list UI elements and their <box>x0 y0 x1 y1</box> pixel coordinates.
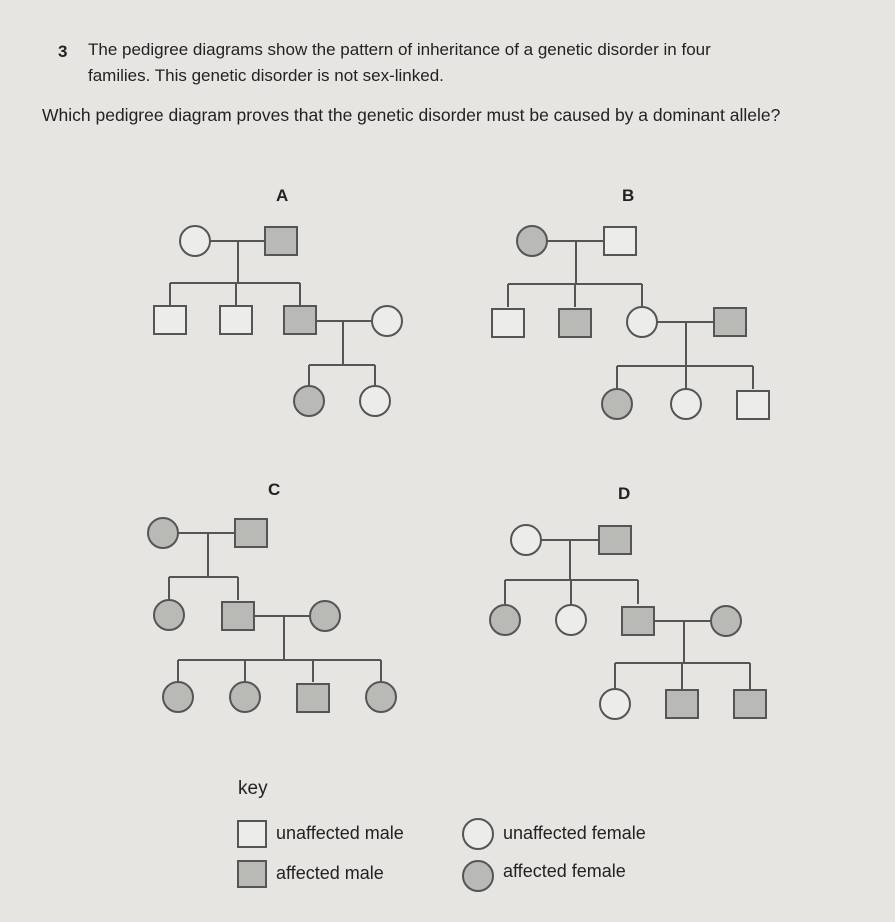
question-prompt: Which pedigree diagram proves that the genetic disorder must be caused by a dominant allele? <box>42 105 781 125</box>
key-unaffected-female-label: unaffected female <box>503 823 646 843</box>
affected-female-c-grandchild <box>230 682 260 712</box>
key-title: key <box>238 778 268 799</box>
affected-female-c-parent <box>148 518 178 548</box>
affected-male-b-spouse <box>714 308 746 336</box>
pedigree-label-a: A <box>276 186 289 205</box>
affected-female-c-grandchild <box>366 682 396 712</box>
key-unaffected-male-symbol <box>237 820 267 848</box>
unaffected-male-b-child <box>492 309 524 337</box>
unaffected-female-a-parent <box>180 226 210 256</box>
affected-male-d-grandchild <box>734 690 766 718</box>
unaffected-male-b-parent <box>604 227 636 255</box>
affected-male-d-parent <box>599 526 631 554</box>
question-text-line-2: families. This genetic disorder is not sex-linked. <box>88 66 444 85</box>
unaffected-male-b-grandchild <box>737 391 769 419</box>
unaffected-female-b-child <box>627 307 657 337</box>
affected-female-c-child <box>154 600 184 630</box>
unaffected-female-d-child <box>556 605 586 635</box>
affected-male-a-parent <box>265 227 297 255</box>
affected-male-c-grandchild <box>297 684 329 712</box>
affected-female-b-parent <box>517 226 547 256</box>
question-number: 3 <box>58 42 68 61</box>
affected-female-c-spouse <box>310 601 340 631</box>
key-unaffected-male-label: unaffected male <box>276 823 404 843</box>
key-affected-male-label: affected male <box>276 863 384 883</box>
unaffected-female-a-spouse <box>372 306 402 336</box>
pedigree-label-d: D <box>618 484 631 503</box>
affected-female-b-grandchild <box>602 389 632 419</box>
affected-male-d-grandchild <box>666 690 698 718</box>
affected-male-d-child <box>622 607 654 635</box>
pedigree-label-b: B <box>622 186 635 205</box>
unaffected-female-a-grandchild <box>360 386 390 416</box>
affected-male-c-child <box>222 602 254 630</box>
affected-female-a-grandchild <box>294 386 324 416</box>
key-affected-female-symbol <box>462 860 494 892</box>
key-affected-male-symbol <box>237 860 267 888</box>
affected-male-a-child <box>284 306 316 334</box>
unaffected-male-a-child <box>154 306 186 334</box>
affected-male-c-parent <box>235 519 267 547</box>
unaffected-male-a-child <box>220 306 252 334</box>
key-affected-female-label: affected female <box>503 861 626 881</box>
affected-female-d-child <box>490 605 520 635</box>
unaffected-female-b-grandchild <box>671 389 701 419</box>
affected-female-d-spouse <box>711 606 741 636</box>
key-unaffected-female-symbol <box>462 818 494 850</box>
pedigree-label-c: C <box>268 480 281 499</box>
affected-male-b-child <box>559 309 591 337</box>
unaffected-female-d-grandchild <box>600 689 630 719</box>
unaffected-female-d-parent <box>511 525 541 555</box>
question-text-line-1: The pedigree diagrams show the pattern of inheritance of a genetic disorder in four <box>88 40 711 59</box>
affected-female-c-grandchild <box>163 682 193 712</box>
